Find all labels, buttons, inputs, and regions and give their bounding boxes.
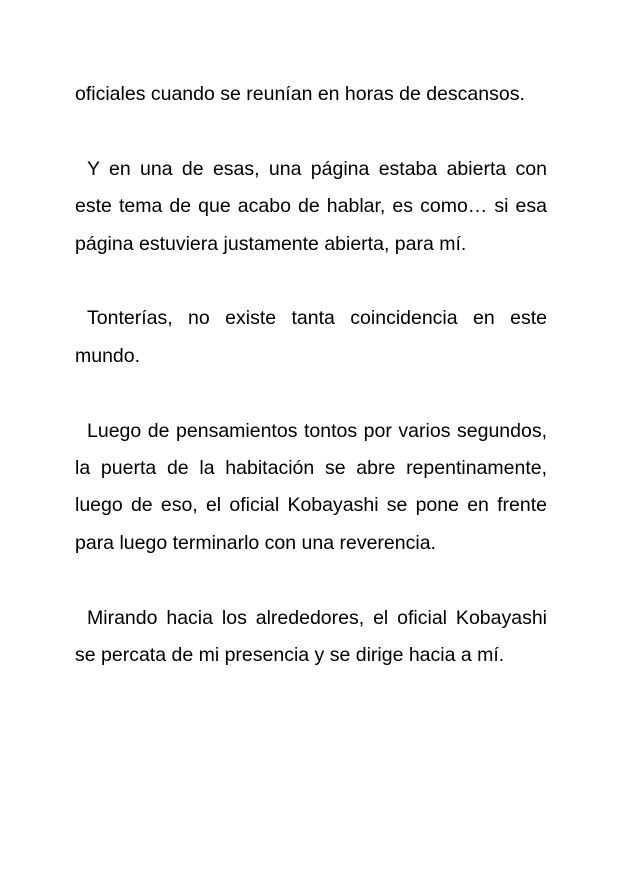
- paragraph-2: Y en una de esas, una página estaba abierta con este tema de que acabo de hablar, es como… si esa página estuviera justamente abierta, para mí.: [75, 157, 547, 255]
- body-text: [75, 76, 547, 712]
- paragraph-4: Luego de pensamientos tontos por varios segundos, la puerta de la habitación se abre repentinamente, luego de eso, el oficial Kobayashi se pone en frente para luego terminarlo con una reverencia.: [75, 419, 547, 554]
- paragraph-5: Mirando hacia los alrededores, el oficial Kobayashi se percata de mi presencia y se dirige hacia a mí.: [75, 606, 547, 667]
- paragraph-3: Tonterías, no existe tanta coincidencia en este mundo.: [75, 307, 547, 367]
- paragraph-1: oficiales cuando se reunían en horas de descansos.: [75, 83, 525, 105]
